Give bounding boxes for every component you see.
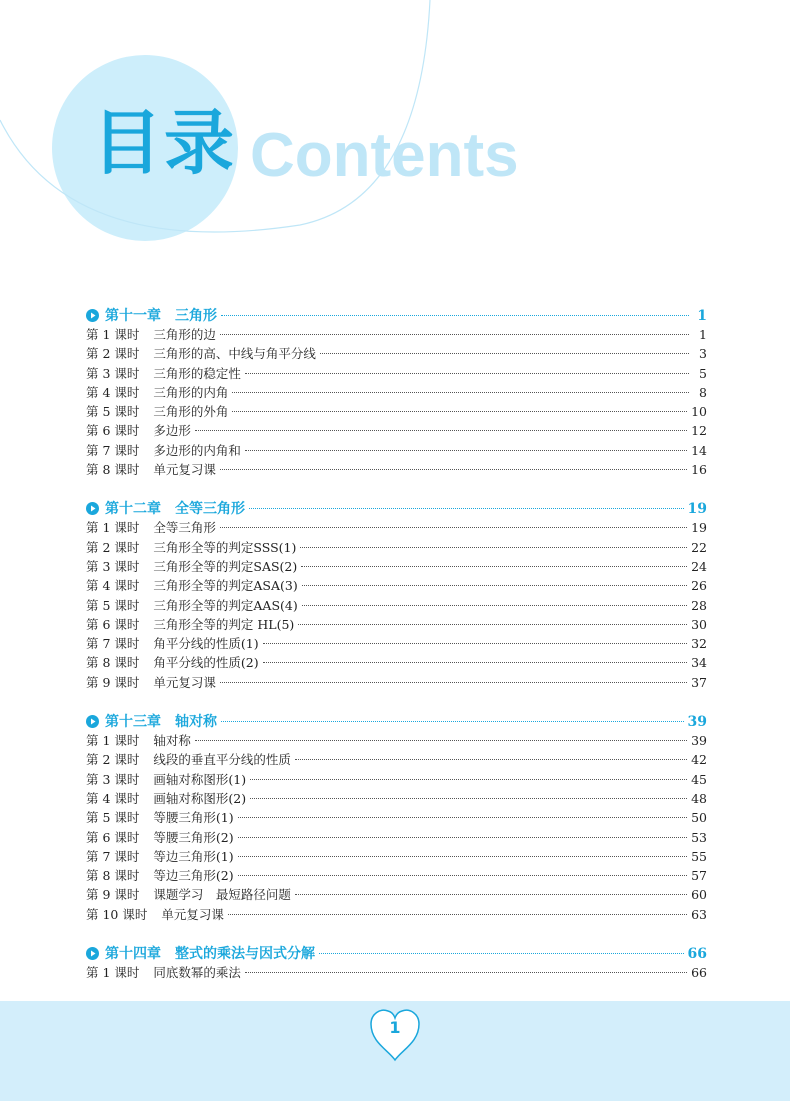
lesson-page: 66 — [691, 965, 707, 981]
lesson-entry[interactable] — [86, 653, 707, 672]
lesson-entry[interactable] — [86, 905, 707, 924]
lesson-page: 12 — [691, 423, 707, 439]
leader-dots — [238, 817, 687, 818]
lesson-title: 三角形的稳定性 — [153, 365, 241, 381]
lesson-page: 19 — [691, 520, 707, 536]
leader-dots — [238, 875, 687, 876]
lesson-page: 1 — [699, 327, 707, 342]
play-circle-icon — [86, 502, 99, 515]
lesson-page: 26 — [691, 578, 707, 594]
lesson-title: 等腰三角形(1) — [153, 810, 234, 826]
lesson-title: 全等三角形 — [153, 520, 216, 536]
leader-dots — [220, 334, 689, 335]
leader-dots — [245, 373, 689, 374]
play-circle-icon — [86, 715, 99, 728]
lesson-number: 第 7 课时 — [86, 636, 140, 652]
lesson-page: 30 — [691, 616, 707, 632]
leader-dots — [221, 721, 684, 722]
lesson-title: 画轴对称图形(1) — [153, 771, 247, 787]
lesson-page: 39 — [691, 733, 707, 749]
lesson-number: 第 4 课时 — [86, 384, 140, 400]
chapter-heading[interactable] — [86, 711, 707, 731]
leader-dots — [320, 353, 689, 354]
lesson-number: 第 2 课时 — [86, 752, 140, 768]
chapter-heading[interactable] — [86, 305, 707, 325]
lesson-number: 第 8 课时 — [86, 868, 140, 884]
lesson-page: 3 — [699, 346, 707, 362]
lesson-number: 第 5 课时 — [86, 810, 140, 826]
lesson-page: 37 — [691, 674, 707, 690]
leader-dots — [245, 450, 687, 451]
leader-dots — [263, 662, 687, 663]
lesson-page: 14 — [691, 442, 707, 458]
leader-dots — [300, 547, 687, 548]
lesson-number: 第 1 课时 — [86, 520, 140, 536]
lesson-number: 第 6 课时 — [86, 829, 140, 845]
leader-dots — [220, 469, 687, 470]
leader-dots — [220, 682, 687, 683]
lesson-entry[interactable] — [86, 441, 707, 460]
lesson-entry[interactable] — [86, 770, 707, 789]
leader-dots — [250, 779, 687, 780]
page-number: 1 — [389, 1018, 401, 1037]
leader-dots — [250, 798, 687, 799]
leader-dots — [228, 914, 687, 915]
lesson-entry[interactable] — [86, 402, 707, 421]
lesson-title: 同底数幂的乘法 — [153, 965, 241, 981]
lesson-number: 第 1 课时 — [86, 733, 140, 749]
lesson-entry[interactable] — [86, 325, 707, 344]
chapter-page: 19 — [687, 501, 707, 518]
lesson-title: 角平分线的性质(2) — [153, 655, 259, 671]
lesson-title: 三角形全等的判定ASA(3) — [153, 578, 298, 594]
leader-dots — [238, 837, 687, 838]
lesson-title: 三角形全等的判定SAS(2) — [153, 558, 298, 574]
lesson-page: 24 — [691, 558, 707, 574]
lesson-title: 三角形全等的判定 HL(5) — [153, 616, 295, 632]
lesson-page: 57 — [691, 868, 707, 884]
lesson-number: 第 3 课时 — [86, 365, 140, 381]
lesson-entry[interactable] — [86, 673, 707, 692]
leader-dots — [232, 411, 687, 412]
leader-dots — [195, 740, 687, 741]
page-subtitle: Contents — [250, 121, 519, 190]
page-title: 目录 — [92, 102, 236, 184]
leader-dots — [319, 953, 684, 954]
leader-dots — [263, 643, 687, 644]
leader-dots — [238, 856, 687, 857]
lesson-page: 48 — [691, 790, 707, 806]
leader-dots — [220, 527, 687, 528]
lesson-number: 第 2 课时 — [86, 539, 140, 555]
lesson-entry[interactable] — [86, 866, 707, 885]
lesson-entry[interactable] — [86, 364, 707, 383]
lesson-title: 等边三角形(2) — [153, 868, 234, 884]
lesson-number: 第 6 课时 — [86, 616, 140, 632]
leader-dots — [221, 315, 689, 316]
lesson-number: 第 2 课时 — [86, 346, 140, 362]
lesson-page: 28 — [691, 597, 707, 613]
lesson-number: 第 7 课时 — [86, 442, 140, 458]
lesson-title: 三角形全等的判定AAS(4) — [153, 597, 298, 613]
lesson-number: 第 9 课时 — [86, 887, 140, 903]
lesson-title: 三角形的外角 — [153, 404, 229, 420]
lesson-number: 第 5 课时 — [86, 597, 140, 613]
play-circle-icon — [86, 309, 99, 322]
lesson-entry[interactable] — [86, 808, 707, 827]
lesson-entry[interactable] — [86, 383, 707, 402]
lesson-page: 42 — [691, 752, 707, 768]
lesson-number: 第 8 课时 — [86, 655, 140, 671]
lesson-number: 第 10 课时 — [86, 906, 148, 922]
chapter-page: 39 — [687, 714, 707, 731]
lesson-number: 第 9 课时 — [86, 674, 140, 690]
play-circle-icon — [86, 947, 99, 960]
lesson-entry[interactable] — [86, 828, 707, 847]
lesson-entry[interactable] — [86, 518, 707, 537]
leader-dots — [302, 605, 687, 606]
lesson-title: 课题学习 最短路径问题 — [153, 887, 291, 903]
lesson-entry[interactable] — [86, 460, 707, 479]
lesson-page: 22 — [691, 539, 707, 555]
chapter-heading[interactable] — [86, 943, 707, 963]
leader-dots — [232, 392, 689, 393]
leader-dots — [295, 894, 687, 895]
lesson-title: 多边形 — [153, 423, 191, 439]
leader-dots — [245, 972, 687, 973]
lesson-number: 第 4 课时 — [86, 578, 140, 594]
leader-dots — [301, 566, 687, 567]
lesson-page: 55 — [691, 848, 707, 864]
lesson-page: 53 — [691, 829, 707, 845]
lesson-entry[interactable] — [86, 557, 707, 576]
lesson-page: 45 — [691, 771, 707, 787]
lesson-page: 32 — [691, 636, 707, 652]
chapter-title: 第十一章 三角形 — [105, 308, 217, 324]
lesson-title: 单元复习课 — [153, 674, 216, 690]
lesson-title: 角平分线的性质(1) — [153, 636, 259, 652]
lesson-title: 单元复习课 — [153, 462, 216, 478]
leader-dots — [295, 759, 687, 760]
leader-dots — [298, 624, 687, 625]
lesson-number: 第 3 课时 — [86, 558, 140, 574]
leader-dots — [195, 430, 687, 431]
chapter-heading[interactable] — [86, 498, 707, 518]
lesson-entry[interactable] — [86, 750, 707, 769]
lesson-page: 50 — [691, 810, 707, 826]
lesson-page: 16 — [691, 462, 707, 478]
lesson-entry[interactable] — [86, 421, 707, 440]
lesson-entry[interactable] — [86, 731, 707, 750]
leader-dots — [249, 508, 684, 509]
lesson-number: 第 7 课时 — [86, 848, 140, 864]
lesson-page: 8 — [699, 384, 707, 400]
lesson-entry[interactable] — [86, 789, 707, 808]
lesson-title: 单元复习课 — [161, 906, 224, 922]
lesson-title: 线段的垂直平分线的性质 — [153, 752, 291, 768]
lesson-entry[interactable] — [86, 847, 707, 866]
chapter-page: 1 — [697, 308, 707, 324]
lesson-entry[interactable] — [86, 576, 707, 595]
lesson-entry[interactable] — [86, 634, 707, 653]
lesson-page: 5 — [699, 365, 707, 381]
lesson-title: 三角形的边 — [153, 327, 216, 342]
chapter-title: 第十二章 全等三角形 — [105, 501, 245, 518]
lesson-title: 三角形的高、中线与角平分线 — [153, 346, 316, 362]
lesson-number: 第 3 课时 — [86, 771, 140, 787]
lesson-number: 第 4 课时 — [86, 790, 140, 806]
lesson-number: 第 5 课时 — [86, 404, 140, 420]
chapter-title: 第十三章 轴对称 — [105, 714, 217, 731]
chapter-title: 第十四章 整式的乘法与因式分解 — [105, 946, 315, 963]
lesson-page: 34 — [691, 655, 707, 671]
lesson-title: 三角形全等的判定SSS(1) — [153, 539, 297, 555]
chapter-page: 66 — [687, 946, 707, 963]
table-of-contents — [86, 305, 707, 982]
lesson-page: 60 — [691, 887, 707, 903]
lesson-entry[interactable] — [86, 344, 707, 363]
lesson-title: 等边三角形(1) — [153, 848, 234, 864]
lesson-title: 多边形的内角和 — [153, 442, 241, 458]
lesson-number: 第 8 课时 — [86, 462, 140, 478]
lesson-entry[interactable] — [86, 615, 707, 634]
lesson-entry[interactable] — [86, 885, 707, 904]
lesson-title: 三角形的内角 — [153, 384, 229, 400]
lesson-title: 轴对称 — [153, 733, 191, 749]
lesson-page: 10 — [691, 404, 707, 420]
lesson-number: 第 1 课时 — [86, 327, 140, 342]
lesson-number: 第 6 课时 — [86, 423, 140, 439]
lesson-entry[interactable] — [86, 538, 707, 557]
lesson-page: 63 — [691, 906, 707, 922]
lesson-number: 第 1 课时 — [86, 965, 140, 981]
lesson-title: 等腰三角形(2) — [153, 829, 234, 845]
lesson-entry[interactable] — [86, 963, 707, 982]
lesson-entry[interactable] — [86, 596, 707, 615]
leader-dots — [302, 585, 687, 586]
lesson-title: 画轴对称图形(2) — [153, 790, 247, 806]
